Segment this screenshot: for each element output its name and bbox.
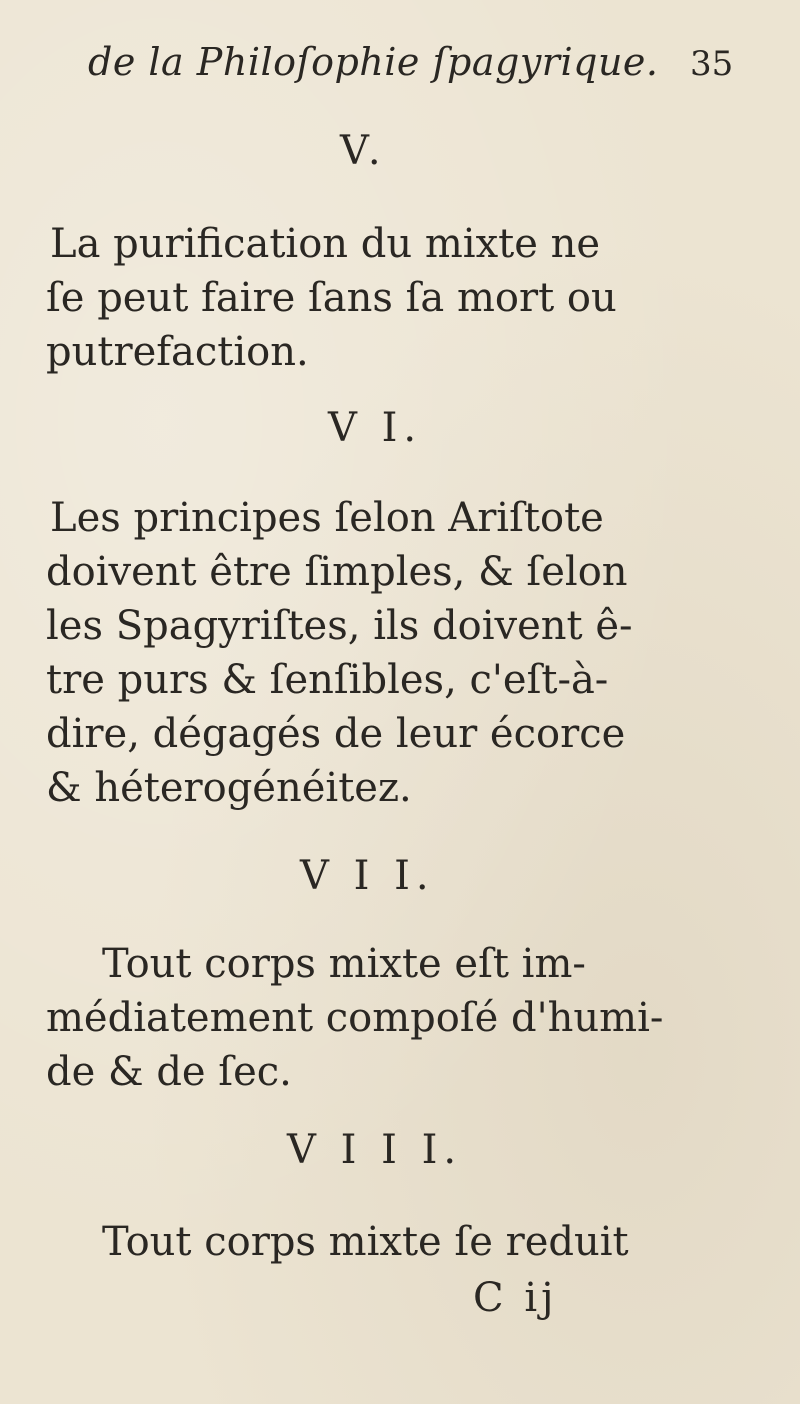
section-numeral: V. — [340, 128, 387, 174]
section-paragraph — [46, 217, 766, 379]
text-line: Tout corps mixte eſt im- — [102, 941, 586, 987]
signature-mark: C ij — [473, 1275, 558, 1321]
section-paragraph — [46, 1215, 766, 1269]
text-line: ſe peut faire ſans ſa mort ou — [46, 275, 617, 321]
text-line: Les principes ſelon Ariſtote — [50, 495, 604, 541]
running-head: de la Philoſophie ſpagyrique. — [88, 40, 659, 84]
text-line: & héterogénéitez. — [46, 765, 412, 811]
section-numeral: V I I. — [300, 853, 435, 899]
section-numeral: V I. — [328, 405, 423, 451]
text-line: médiatement compoſé d'humi- — [46, 995, 664, 1041]
text-line: tre purs & ſenſibles, c'eſt-à- — [46, 657, 609, 703]
section-numeral: V I I I. — [287, 1127, 463, 1173]
text-line: doivent être ſimples, & ſelon — [46, 549, 628, 595]
text-line: dire, dégagés de leur écorce — [46, 711, 626, 757]
text-line: Tout corps mixte ſe reduit — [102, 1219, 629, 1265]
text-line: La purification du mixte ne — [50, 221, 601, 267]
text-line: les Spagyriſtes, ils doivent ê- — [46, 603, 633, 649]
section-paragraph — [46, 491, 766, 815]
text-line: putrefaction. — [46, 329, 309, 375]
page-number: 35 — [690, 44, 734, 84]
section-paragraph — [46, 937, 766, 1099]
text-line: de & de ſec. — [46, 1049, 292, 1095]
